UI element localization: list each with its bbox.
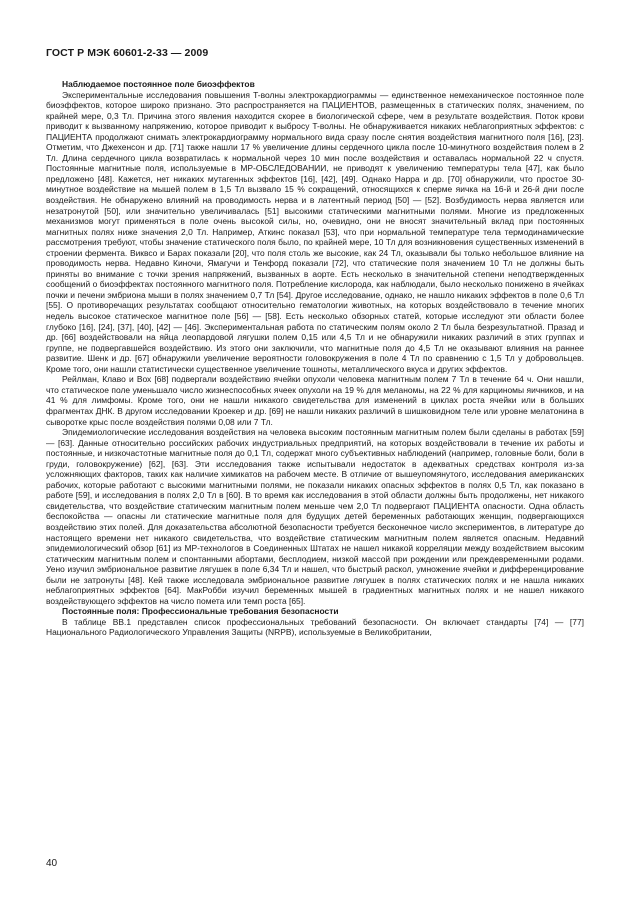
paragraph: В таблице ВВ.1 представлен список профессиональных требований безопасности. Он включает стандарты [74] — [77] Национального Радиологического Управления Защиты (NRPB), используемые в Великобритании,: [46, 616, 584, 638]
paragraph: Эпидемиологические исследования воздействия на человека высоким постоянным магнитным полем были сделаны в работах [59] — [63]. Данные относительно российских рабочих индустриальных предприятий, на которых воздействовали в течение их работы и постоянные, и низкочастотные магнитные поля до 0,1 Тл, содержат много субъективных наблюдений (например, головные боли, боли в груди, головокружение) [62], [63]. Эти исследования также испытывали недостаток в адекватных средствах контроля из-за усложняющих факторов, таких как наличие химикатов на рабочем месте. В отличие от вышеупомянутого, исследования американских рабочих, которые работают с высокими магнитными полями, не показали никаких опасных эффектов в полях 0,5 Тл, как показано в работе [59], и исследования в полях 2,0 Тл в [60]. В то время как исследования в этой области должны быть продолжены, нет никакого свидетельства, что воздействие статическим магнитным полем меньше чем 2,0 Тл подвергают ПАЦИЕНТА опасности. Одна область беспокойства — опасны ли статические магнитные поля для будущих детей беременных работающих женщин, подвергающихся воздействию этих полей. Для доказательства абсолютной безопасности требуется бесконечное число экспериментов, в литературе до настоящего времени нет никакого свидетельства, что воздействие статическим магнитным полем является опасным. Недавний эпидемиологический обзор [61] из МР-технологов в Соединенных Штатах не нашел никакой корреляции между воздействием высоким статическим магнитным полем и спонтанными абортами, бесплодием, низкой массой при рождении или преждевременными родами. Уено изучил эмбриональное развитие лягушек в поле 6,34 Тл и нашел, что быстрый раскол, умножение ячейки и дифференцирование были не затронуты [48]. Кей также исследовала эмбриональное развитие лягушек в полях статических полях и не нашла никаких неблагоприятных эффектов [64]. МакРобби изучил беременных мышей в градиентных магнитных полях и не нашел никакого воздействующего эффектов на число помета или темп роста [65].: [46, 427, 584, 606]
section-heading: Постоянные поля: Профессиональные требования безопасности: [62, 606, 339, 617]
paragraph: Экспериментальные исследования повышения T-волны электрокардиограммы — единственное немеханическое постоянное поле биоэффектов, которое широко признано. Это распространяется на ПАЦИЕНТОВ, размещенных в статических полях, значением, по крайней мере, 0,3 Тл. Причина этого явления находится скорее в биологической сфере, чем в результате воздействия. Поток крови приводит к вызванному напряжению, которое приводит к выбросу T-волны. Не обнаруживается никаких неблагоприятных эффектов: с ПАЦИЕНТА продолжают снимать электрокардиограмму нормального вида сразу после снятия воздействия магнитного поля [16], [23]. Отметим, что Джехенсон и др. [71] также нашли 17 % увеличение длины сердечного цикла после 10-минутного воздействия полем в 2 Тл. Длина сердечного цикла возвратилась к нормальной через 10 мин после воздействия и оставалась нормальной 22 ч спустя. Постоянные магнитные поля, используемые в МР-ОБСЛЕДОВАНИИ, не приводят к увеличению температуры тела [47], как было предложено [48]. Кажется, нет никаких мутагенных эффектов [16], [42], [49]. Однако Нарра и др. [70] обнаружили, что простое 30-минутное воздействие на мышей полем в 1,5 Тл вызвало 15 % сокращений, относящихся к сперме яичка на 16-й и 26-й дни после воздействия. Не обнаружено влияний на проводимость нерва и в латентный период [50] — [52]. Возбудимость нерва является или незатронутой [50], или значительно увеличивалась [51] высокими статическими магнитными полями. Многие из предложенных механизмов могут применяться в поле очень высокой силы, но, очевидно, они не вносят значительный вклад при постоянных магнитных полях ниже значения 2,0 Тл. Например, Аткинс показал [53], что при нормальной температуре тела термодинамические рассмотрения требуют, чтобы значение статического поля было, по крайней мере, 10 Тл для возникновения существенных изменений в строении фермента. Виквсо и Барах показали [20], что поля столь же высокие, как 24 Тл, оказывали бы только небольшое влияние на проводимость нерва. Недавно Киночи, Ямагучи и Тенфорд показали [72], что статические поля значением 10 Тл не должны быть приняты во внимание с точки зрения напряжений, вызванных в аорте. Есть несколько в значительной степени неподтвержденных сообщений о биоэффектах постоянного магнитного поля. Потребление кислорода, как наблюдали, было несколько понижено в ячейках почки и печени эмбриона мыши в полях значением 0,7 Тл [54]. Другое исследование, однако, не нашло никаких эффектов в поле 0,6 Тл [55]. О противоречащих результатах сообщают относительно гематологии животных, на которых воздействовало в течение многих недель высокое статическое магнитное поле [56] — [58]. Есть несколько обзорных статей, которые исследуют эти области более глубоко [16], [24], [37], [40], [42] — [46]. Экспериментальная работа по статическим полям около 2 Тл была безрезультатной. Празад и др. [66] воздействовали на яйца леопардовой лягушки полем 0,15 или 4,5 Тл и не обнаружили никаких различий в этих группах и группе, не подвергавшейся воздействию. Из этого они заключили, что магнитные поля до 4,5 Тл не оказывают влияния на раннее развитие. Шенк и др. [67] обнаружили увеличение вероятности головокружения в поле 4 Тл по сравнению с 1,5 Тл у добровольцев. Кроме того, они нашли статистически существенное увеличение тошноты, металлического вкуса и других эффектов.: [46, 89, 584, 374]
paragraph: Рейлман, Клаво и Вох [68] подвергали воздействию ячейки опухоли человека магнитным полем 7 Тл в течение 64 ч. Они нашли, что статическое поле уменьшало число жизнеспособных ячеек опухоли на 19 % для меланомы, на 22 % для карциномы яичников, и на 41 % для лимфомы. Кроме того, они не нашли никакого свидетельства для изменений в циклах роста ячейки или в больших фрагментах ДНК. В другом исследовании Кроекер и др. [69] не нашли никаких различий в шишковидном теле или уровне мелатонина в сыворотке крыс после воздействия полями 0,08 или 7 Тл.: [46, 374, 584, 427]
section-heading: Наблюдаемое постоянное поле биоэффектов: [62, 79, 255, 89]
document-header: ГОСТ Р МЭК 60601-2-33 — 2009: [46, 47, 209, 59]
document-body: [46, 79, 584, 638]
page-number: 40: [46, 858, 58, 869]
